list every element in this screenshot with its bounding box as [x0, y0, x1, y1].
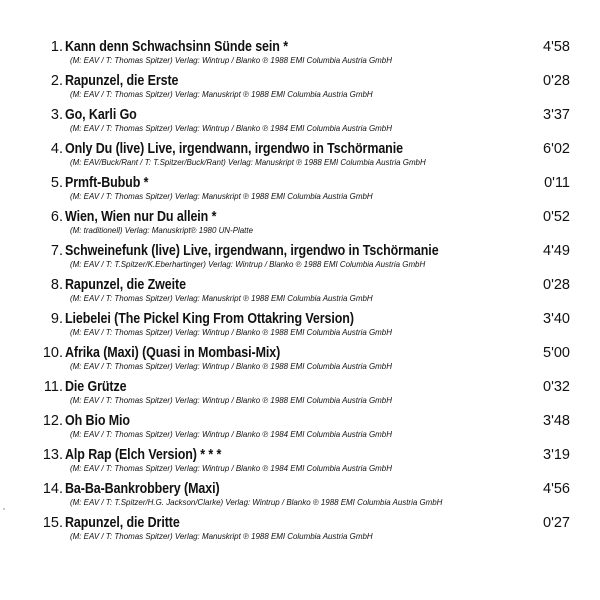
track-title: Liebelei (The Pickel King From Ottakring Version) [65, 311, 354, 327]
track-title: Rapunzel, die Erste [65, 73, 179, 89]
track-number: 2. [50, 73, 63, 89]
track-duration: 0'28 [543, 277, 570, 293]
track-title: Rapunzel, die Zweite [65, 277, 186, 293]
track-number: 9. [50, 311, 63, 327]
track-number: 14. [42, 481, 63, 497]
track-title: Die Grütze [65, 379, 127, 395]
track-row [0, 480, 600, 514]
track-row [0, 242, 600, 276]
track-row [0, 378, 600, 412]
track-number: 12. [42, 413, 63, 429]
track-duration: 5'00 [543, 345, 570, 361]
track-credit: (M: EAV / T: T.Spitzer/H.G. Jackson/Clarke) Verlag: Wintrup / Blanko ℗ 1988 EMI Columbia Austria GmbH [70, 498, 443, 507]
track-credit: (M: EAV / T: Thomas Spitzer) Verlag: Manuskript ℗ 1988 EMI Columbia Austria GmbH [70, 90, 373, 99]
track-row [0, 72, 600, 106]
track-row [0, 344, 600, 378]
track-title: Oh Bio Mio [65, 413, 130, 429]
track-credit: (M: EAV / T: Thomas Spitzer) Verlag: Wintrup / Blanko ℗ 1988 EMI Columbia Austria GmbH [70, 56, 392, 65]
track-title: Schweinefunk (live) Live, irgendwann, irgendwo in Tschörmanie [65, 243, 439, 259]
track-duration: 4'56 [543, 481, 570, 497]
track-row [0, 208, 600, 242]
track-row [0, 412, 600, 446]
track-duration: 3'37 [543, 107, 570, 123]
track-duration: 0'11 [544, 175, 570, 191]
track-title: Prmft-Bubub * [65, 175, 149, 191]
track-row [0, 310, 600, 344]
track-row [0, 174, 600, 208]
track-duration: 0'52 [543, 209, 570, 225]
track-number: 7. [50, 243, 63, 259]
track-title: Rapunzel, die Dritte [65, 515, 180, 531]
track-duration: 6'02 [543, 141, 570, 157]
track-title: Afrika (Maxi) (Quasi in Mombasi-Mix) [65, 345, 281, 361]
track-row [0, 38, 600, 72]
track-number: 4. [50, 141, 63, 157]
track-number: 15. [42, 515, 63, 531]
track-row [0, 106, 600, 140]
track-credit: (M: EAV / T: Thomas Spitzer) Verlag: Wintrup / Blanko ℗ 1984 EMI Columbia Austria GmbH [70, 464, 392, 473]
track-credit: (M: EAV / T: Thomas Spitzer) Verlag: Wintrup / Blanko ℗ 1984 EMI Columbia Austria GmbH [70, 430, 392, 439]
track-title: Kann denn Schwachsinn Sünde sein * [65, 39, 288, 55]
track-row [0, 276, 600, 310]
track-duration: 0'28 [543, 73, 570, 89]
track-duration: 4'49 [543, 243, 570, 259]
track-number: 10. [42, 345, 63, 361]
track-credit: (M: EAV / T: Thomas Spitzer) Verlag: Manuskript ℗ 1988 EMI Columbia Austria GmbH [70, 532, 373, 541]
track-credit: (M: EAV / T: T.Spitzer/K.Eberhartinger) Verlag: Wintrup / Blanko ℗ 1988 EMI Columbia Austria GmbH [70, 260, 426, 269]
track-title: Only Du (live) Live, irgendwann, irgendwo in Tschörmanie [65, 141, 403, 157]
track-number: 13. [42, 447, 63, 463]
track-credit: (M: EAV / T: Thomas Spitzer) Verlag: Wintrup / Blanko ℗ 1988 EMI Columbia Austria GmbH [70, 396, 392, 405]
track-duration: 4'58 [543, 39, 570, 55]
track-credit: (M: traditionell) Verlag: Manuskript℗ 1980 UN-Platte [70, 226, 253, 235]
track-title: Wien, Wien nur Du allein * [65, 209, 217, 225]
track-credit: (M: EAV/Buck/Rant / T: T.Spitzer/Buck/Rant) Verlag: Manuskript ℗ 1988 EMI Columbia Austria GmbH [70, 158, 426, 167]
track-number: 11. [43, 379, 63, 395]
track-credit: (M: EAV / T: Thomas Spitzer) Verlag: Manuskript ℗ 1988 EMI Columbia Austria GmbH [70, 294, 373, 303]
track-duration: 0'27 [543, 515, 570, 531]
tracklist [0, 38, 600, 548]
print-speck [3, 508, 5, 510]
track-credit: (M: EAV / T: Thomas Spitzer) Verlag: Wintrup / Blanko ℗ 1988 EMI Columbia Austria GmbH [70, 328, 392, 337]
track-number: 6. [50, 209, 63, 225]
track-duration: 3'40 [543, 311, 570, 327]
track-title: Ba-Ba-Bankrobbery (Maxi) [65, 481, 220, 497]
track-row [0, 140, 600, 174]
track-title: Alp Rap (Elch Version) * * * [65, 447, 222, 463]
track-number: 3. [50, 107, 63, 123]
track-row [0, 514, 600, 548]
track-number: 5. [50, 175, 63, 191]
track-row [0, 446, 600, 480]
track-duration: 3'48 [543, 413, 570, 429]
track-title: Go, Karli Go [65, 107, 137, 123]
track-credit: (M: EAV / T: Thomas Spitzer) Verlag: Wintrup / Blanko ℗ 1984 EMI Columbia Austria GmbH [70, 124, 392, 133]
track-credit: (M: EAV / T: Thomas Spitzer) Verlag: Wintrup / Blanko ℗ 1988 EMI Columbia Austria GmbH [70, 362, 392, 371]
track-credit: (M: EAV / T: Thomas Spitzer) Verlag: Manuskript ℗ 1988 EMI Columbia Austria GmbH [70, 192, 373, 201]
track-number: 8. [50, 277, 63, 293]
track-duration: 3'19 [543, 447, 570, 463]
track-duration: 0'32 [543, 379, 570, 395]
track-number: 1. [50, 39, 63, 55]
